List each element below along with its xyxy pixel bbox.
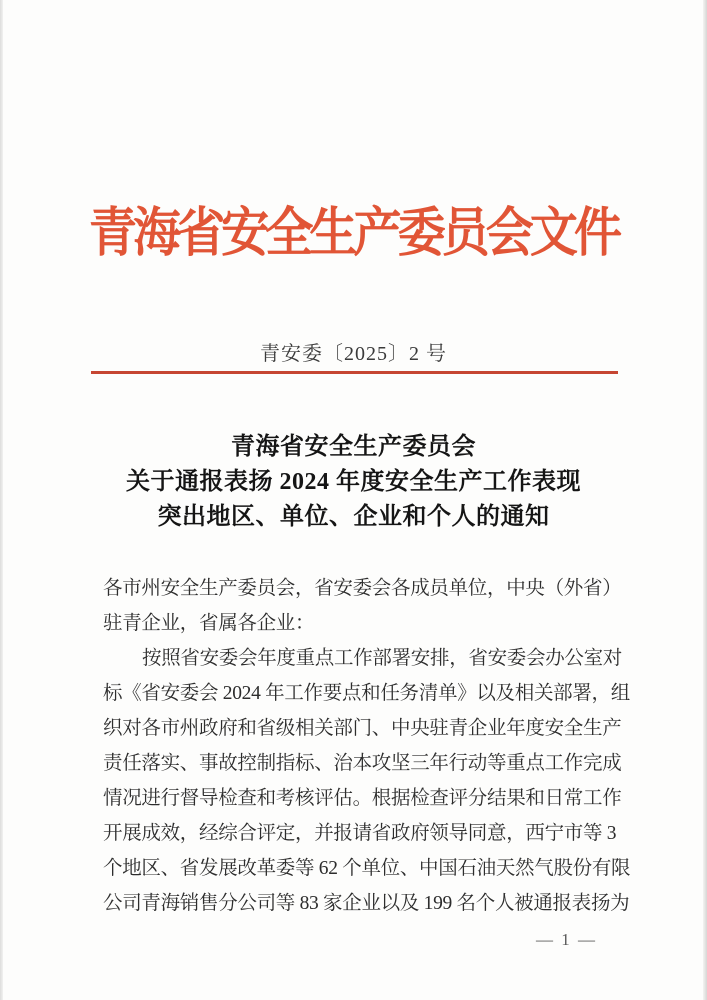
body-line: 按照省安委会年度重点工作部署安排，省安委会办公室对: [142, 648, 623, 669]
page-number: — 1 —: [536, 930, 597, 949]
body-line: 情况进行督导检查和考核评估。根据检查评分结果和日常工作: [103, 788, 622, 809]
body-line: 开展成效，经综合评定，并报请省政府领导同意，西宁市等 3: [103, 823, 617, 844]
red-divider-line: [91, 371, 618, 374]
body-line: 公司青海销售分公司等 83 家企业以及 199 名个人被通报表扬为: [103, 893, 630, 914]
body-line: 个地区、省发展改革委等 62 个单位、中国石油天然气股份有限: [103, 858, 631, 879]
document-title-line-3: 突出地区、单位、企业和个人的通知: [157, 504, 550, 530]
body-line: 各市州安全生产委员会，省安委会各成员单位，中央（外省）: [103, 578, 622, 599]
body-line: 织对各市州政府和省级相关部门、中央驻青企业年度安全生产: [103, 718, 622, 739]
document-number: 青安委〔2025〕2 号: [260, 343, 447, 365]
document-title-line-2: 关于通报表扬 2024 年度安全生产工作表现: [126, 469, 581, 495]
document-body: [103, 571, 631, 921]
document-title-line-1: 青海省安全生产委员会: [231, 434, 476, 460]
body-line: 标《省安委会 2024 年工作要点和任务清单》以及相关部署，组: [103, 683, 630, 704]
body-line: 驻青企业，省属各企业：: [103, 613, 315, 634]
document-title: [0, 430, 707, 535]
body-line: 责任落实、事故控制指标、治本攻坚三年行动等重点工作完成: [103, 753, 622, 774]
document-header-title: 青海省安全生产委员会文件: [88, 202, 619, 263]
